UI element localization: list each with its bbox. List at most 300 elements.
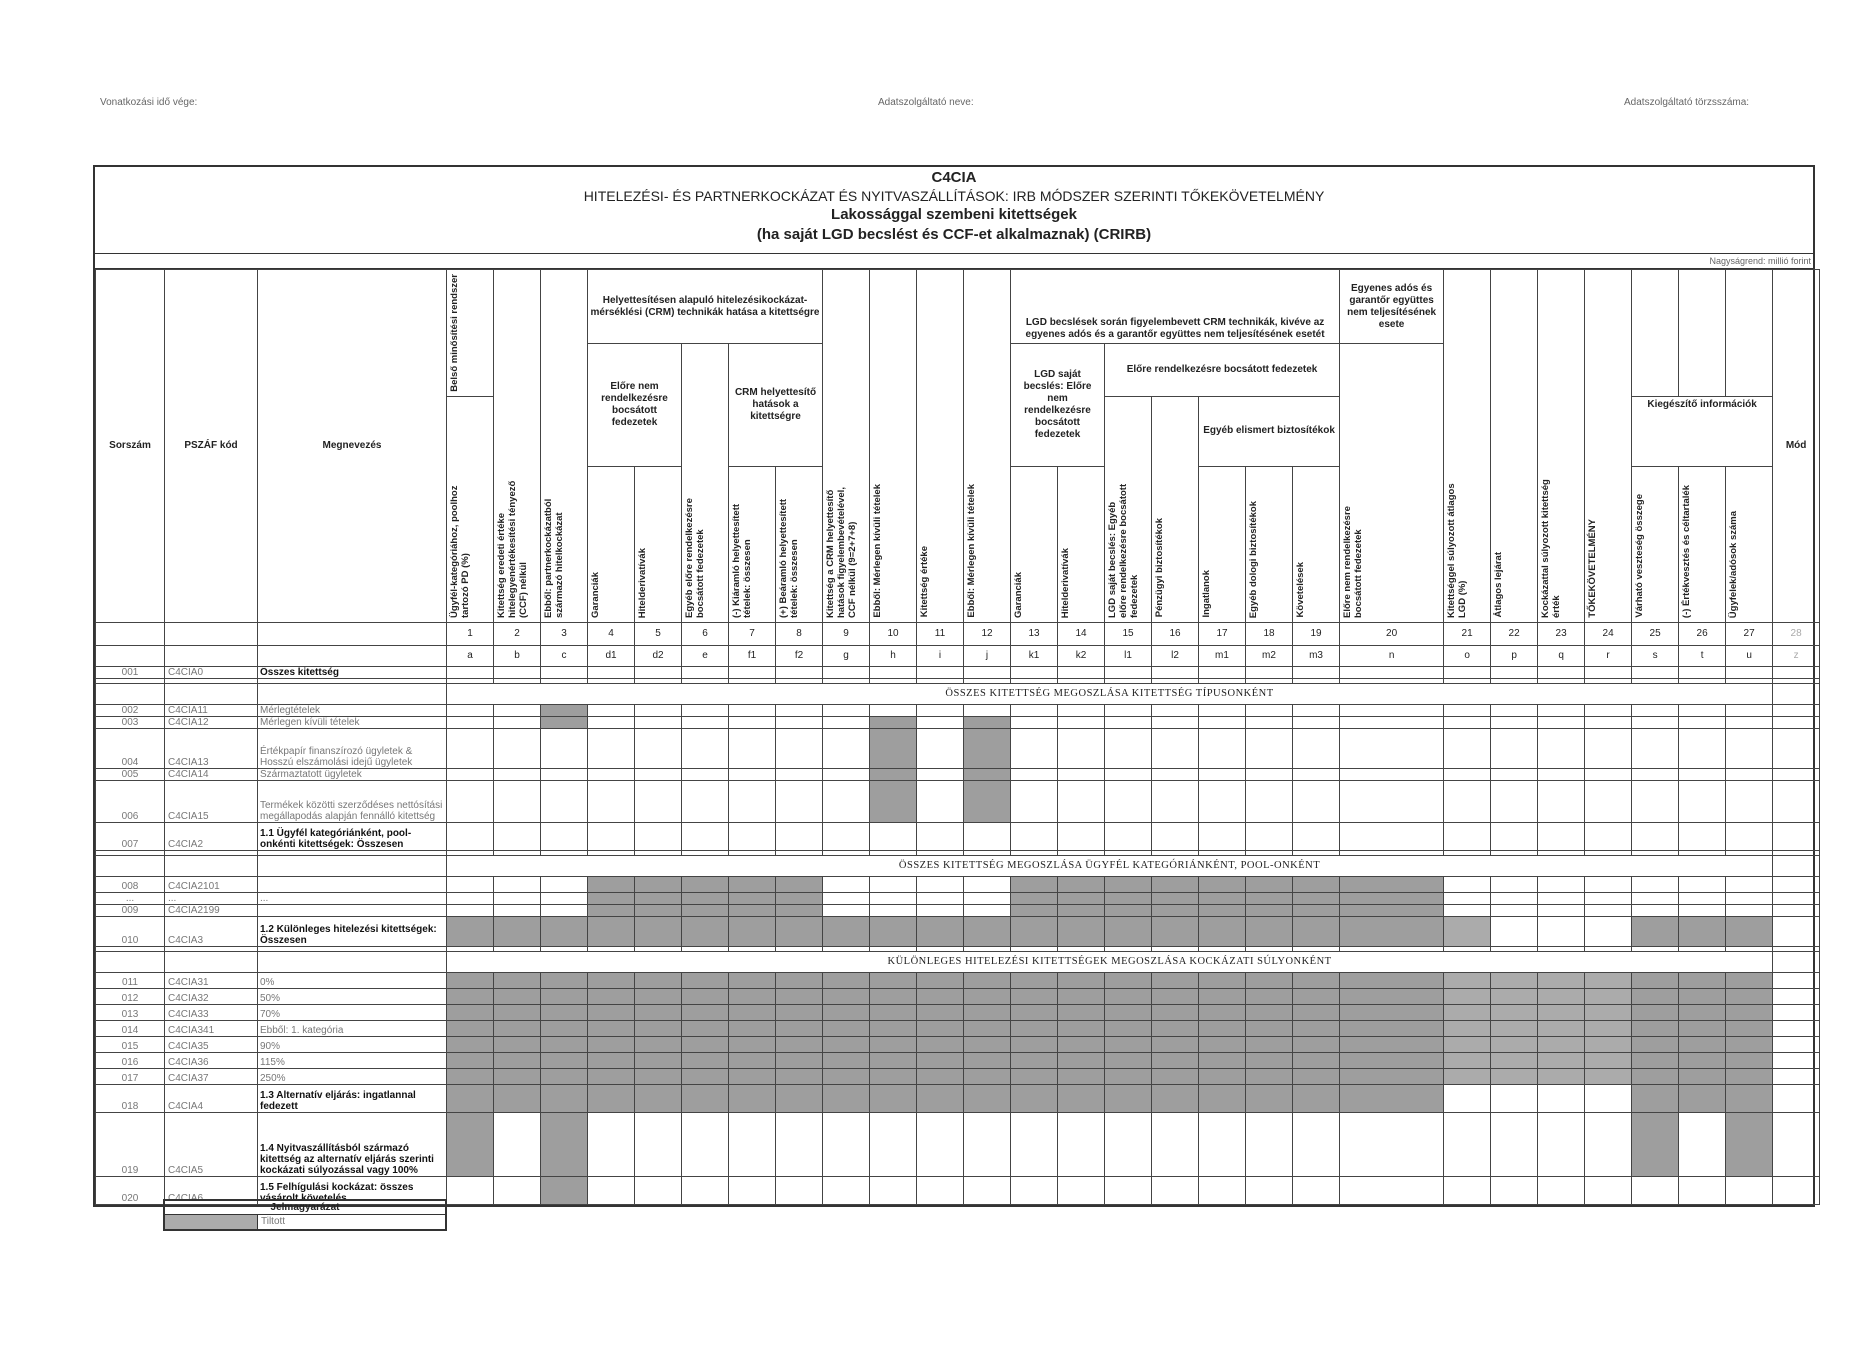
data-cell[interactable] bbox=[823, 728, 870, 768]
data-cell[interactable] bbox=[1058, 666, 1105, 678]
data-cell[interactable] bbox=[917, 768, 964, 780]
data-cell[interactable] bbox=[1773, 768, 1820, 780]
data-cell[interactable] bbox=[776, 822, 823, 850]
data-cell[interactable] bbox=[541, 666, 588, 678]
data-cell[interactable] bbox=[1491, 768, 1538, 780]
data-cell[interactable] bbox=[1199, 728, 1246, 768]
data-cell[interactable] bbox=[1538, 728, 1585, 768]
data-cell[interactable] bbox=[1773, 1084, 1820, 1112]
data-cell[interactable] bbox=[447, 1176, 494, 1204]
data-cell[interactable] bbox=[776, 728, 823, 768]
data-cell[interactable] bbox=[1585, 916, 1632, 946]
data-cell[interactable] bbox=[494, 704, 541, 716]
data-cell[interactable] bbox=[494, 728, 541, 768]
data-cell[interactable] bbox=[1011, 728, 1058, 768]
data-cell[interactable] bbox=[1679, 1176, 1726, 1204]
data-cell[interactable] bbox=[1444, 1084, 1491, 1112]
data-cell[interactable] bbox=[682, 716, 729, 728]
data-cell[interactable] bbox=[1058, 704, 1105, 716]
data-cell[interactable] bbox=[1538, 876, 1585, 892]
data-cell[interactable] bbox=[1632, 892, 1679, 904]
data-cell[interactable] bbox=[964, 892, 1011, 904]
data-cell[interactable] bbox=[1199, 716, 1246, 728]
data-cell[interactable] bbox=[917, 1112, 964, 1176]
data-cell[interactable] bbox=[1679, 780, 1726, 822]
data-cell[interactable] bbox=[1773, 728, 1820, 768]
data-cell[interactable] bbox=[1293, 666, 1340, 678]
data-cell[interactable] bbox=[964, 904, 1011, 916]
data-cell[interactable] bbox=[964, 666, 1011, 678]
data-cell[interactable] bbox=[1773, 916, 1820, 946]
data-cell[interactable] bbox=[1491, 780, 1538, 822]
data-cell[interactable] bbox=[1011, 1112, 1058, 1176]
data-cell[interactable] bbox=[1585, 1112, 1632, 1176]
data-cell[interactable] bbox=[1491, 892, 1538, 904]
data-cell[interactable] bbox=[823, 666, 870, 678]
data-cell[interactable] bbox=[588, 768, 635, 780]
data-cell[interactable] bbox=[1199, 780, 1246, 822]
data-cell[interactable] bbox=[1679, 904, 1726, 916]
data-cell[interactable] bbox=[1293, 768, 1340, 780]
data-cell[interactable] bbox=[1340, 780, 1444, 822]
data-cell[interactable] bbox=[1011, 666, 1058, 678]
data-cell[interactable] bbox=[1293, 822, 1340, 850]
data-cell[interactable] bbox=[1058, 728, 1105, 768]
data-cell[interactable] bbox=[1058, 716, 1105, 728]
data-cell[interactable] bbox=[635, 1112, 682, 1176]
data-cell[interactable] bbox=[729, 1176, 776, 1204]
data-cell[interactable] bbox=[917, 780, 964, 822]
data-cell[interactable] bbox=[541, 892, 588, 904]
data-cell[interactable] bbox=[729, 780, 776, 822]
data-cell[interactable] bbox=[776, 768, 823, 780]
data-cell[interactable] bbox=[1773, 822, 1820, 850]
data-cell[interactable] bbox=[1773, 876, 1820, 892]
data-cell[interactable] bbox=[1199, 704, 1246, 716]
data-cell[interactable] bbox=[1632, 728, 1679, 768]
data-cell[interactable] bbox=[1491, 666, 1538, 678]
data-cell[interactable] bbox=[447, 892, 494, 904]
data-cell[interactable] bbox=[1538, 916, 1585, 946]
data-cell[interactable] bbox=[917, 716, 964, 728]
data-cell[interactable] bbox=[1444, 892, 1491, 904]
data-cell[interactable] bbox=[1773, 704, 1820, 716]
data-cell[interactable] bbox=[729, 704, 776, 716]
data-cell[interactable] bbox=[1632, 716, 1679, 728]
data-cell[interactable] bbox=[1340, 716, 1444, 728]
data-cell[interactable] bbox=[447, 716, 494, 728]
data-cell[interactable] bbox=[1538, 904, 1585, 916]
data-cell[interactable] bbox=[1246, 716, 1293, 728]
data-cell[interactable] bbox=[1246, 1112, 1293, 1176]
data-cell[interactable] bbox=[1340, 822, 1444, 850]
data-cell[interactable] bbox=[1632, 876, 1679, 892]
data-cell[interactable] bbox=[1538, 1176, 1585, 1204]
data-cell[interactable] bbox=[1246, 822, 1293, 850]
data-cell[interactable] bbox=[1105, 666, 1152, 678]
data-cell[interactable] bbox=[1444, 1112, 1491, 1176]
data-cell[interactable] bbox=[1105, 822, 1152, 850]
data-cell[interactable] bbox=[1773, 1176, 1820, 1204]
data-cell[interactable] bbox=[1538, 892, 1585, 904]
data-cell[interactable] bbox=[1444, 768, 1491, 780]
data-cell[interactable] bbox=[1773, 892, 1820, 904]
data-cell[interactable] bbox=[823, 822, 870, 850]
data-cell[interactable] bbox=[776, 1112, 823, 1176]
data-cell[interactable] bbox=[447, 768, 494, 780]
data-cell[interactable] bbox=[1632, 666, 1679, 678]
data-cell[interactable] bbox=[917, 704, 964, 716]
data-cell[interactable] bbox=[1246, 728, 1293, 768]
data-cell[interactable] bbox=[1632, 822, 1679, 850]
data-cell[interactable] bbox=[1011, 780, 1058, 822]
data-cell[interactable] bbox=[1726, 1176, 1773, 1204]
data-cell[interactable] bbox=[447, 822, 494, 850]
data-cell[interactable] bbox=[729, 666, 776, 678]
data-cell[interactable] bbox=[823, 780, 870, 822]
data-cell[interactable] bbox=[494, 768, 541, 780]
data-cell[interactable] bbox=[1679, 1112, 1726, 1176]
data-cell[interactable] bbox=[1105, 1176, 1152, 1204]
data-cell[interactable] bbox=[494, 876, 541, 892]
data-cell[interactable] bbox=[1011, 768, 1058, 780]
data-cell[interactable] bbox=[1773, 1112, 1820, 1176]
data-cell[interactable] bbox=[823, 768, 870, 780]
data-cell[interactable] bbox=[1444, 716, 1491, 728]
data-cell[interactable] bbox=[776, 716, 823, 728]
data-cell[interactable] bbox=[1679, 876, 1726, 892]
data-cell[interactable] bbox=[1340, 768, 1444, 780]
data-cell[interactable] bbox=[1538, 822, 1585, 850]
data-cell[interactable] bbox=[776, 666, 823, 678]
data-cell[interactable] bbox=[1491, 822, 1538, 850]
data-cell[interactable] bbox=[1444, 780, 1491, 822]
data-cell[interactable] bbox=[1293, 716, 1340, 728]
data-cell[interactable] bbox=[1773, 988, 1820, 1004]
data-cell[interactable] bbox=[1152, 716, 1199, 728]
data-cell[interactable] bbox=[1105, 1112, 1152, 1176]
data-cell[interactable] bbox=[823, 876, 870, 892]
data-cell[interactable] bbox=[729, 716, 776, 728]
data-cell[interactable] bbox=[1152, 728, 1199, 768]
data-cell[interactable] bbox=[1152, 1176, 1199, 1204]
data-cell[interactable] bbox=[1726, 666, 1773, 678]
data-cell[interactable] bbox=[635, 822, 682, 850]
data-cell[interactable] bbox=[1444, 1176, 1491, 1204]
data-cell[interactable] bbox=[1679, 728, 1726, 768]
data-cell[interactable] bbox=[1340, 728, 1444, 768]
data-cell[interactable] bbox=[964, 1112, 1011, 1176]
data-cell[interactable] bbox=[494, 1112, 541, 1176]
data-cell[interactable] bbox=[1585, 892, 1632, 904]
data-cell[interactable] bbox=[1058, 1112, 1105, 1176]
data-cell[interactable] bbox=[588, 666, 635, 678]
data-cell[interactable] bbox=[1444, 666, 1491, 678]
data-cell[interactable] bbox=[1679, 822, 1726, 850]
data-cell[interactable] bbox=[1491, 1112, 1538, 1176]
data-cell[interactable] bbox=[494, 666, 541, 678]
data-cell[interactable] bbox=[776, 1176, 823, 1204]
data-cell[interactable] bbox=[541, 876, 588, 892]
data-cell[interactable] bbox=[1726, 904, 1773, 916]
data-cell[interactable] bbox=[1152, 666, 1199, 678]
data-cell[interactable] bbox=[635, 780, 682, 822]
data-cell[interactable] bbox=[1632, 780, 1679, 822]
data-cell[interactable] bbox=[1679, 716, 1726, 728]
data-cell[interactable] bbox=[682, 1112, 729, 1176]
data-cell[interactable] bbox=[541, 768, 588, 780]
data-cell[interactable] bbox=[1632, 1176, 1679, 1204]
data-cell[interactable] bbox=[1726, 716, 1773, 728]
data-cell[interactable] bbox=[588, 1176, 635, 1204]
data-cell[interactable] bbox=[870, 822, 917, 850]
data-cell[interactable] bbox=[588, 822, 635, 850]
data-cell[interactable] bbox=[917, 892, 964, 904]
data-cell[interactable] bbox=[729, 768, 776, 780]
data-cell[interactable] bbox=[1726, 768, 1773, 780]
data-cell[interactable] bbox=[1491, 1176, 1538, 1204]
data-cell[interactable] bbox=[1726, 728, 1773, 768]
data-cell[interactable] bbox=[1773, 1052, 1820, 1068]
data-cell[interactable] bbox=[1726, 704, 1773, 716]
data-cell[interactable] bbox=[823, 904, 870, 916]
data-cell[interactable] bbox=[870, 666, 917, 678]
data-cell[interactable] bbox=[729, 1112, 776, 1176]
data-cell[interactable] bbox=[1246, 768, 1293, 780]
data-cell[interactable] bbox=[917, 822, 964, 850]
data-cell[interactable] bbox=[964, 704, 1011, 716]
forbidden-cell bbox=[1632, 1020, 1679, 1036]
data-cell[interactable] bbox=[870, 876, 917, 892]
data-cell[interactable] bbox=[494, 822, 541, 850]
data-cell[interactable] bbox=[1585, 876, 1632, 892]
data-cell[interactable] bbox=[870, 904, 917, 916]
data-cell[interactable] bbox=[917, 728, 964, 768]
data-cell[interactable] bbox=[823, 716, 870, 728]
data-cell[interactable] bbox=[1632, 904, 1679, 916]
data-cell[interactable] bbox=[823, 892, 870, 904]
data-cell[interactable] bbox=[1199, 1112, 1246, 1176]
data-cell[interactable] bbox=[1773, 1020, 1820, 1036]
data-cell[interactable] bbox=[1293, 780, 1340, 822]
data-cell[interactable] bbox=[1585, 666, 1632, 678]
data-cell[interactable] bbox=[1773, 972, 1820, 988]
data-cell[interactable] bbox=[1773, 1036, 1820, 1052]
data-cell[interactable] bbox=[541, 780, 588, 822]
data-cell[interactable] bbox=[1444, 822, 1491, 850]
data-cell[interactable] bbox=[447, 904, 494, 916]
data-cell[interactable] bbox=[1152, 822, 1199, 850]
data-cell[interactable] bbox=[1491, 876, 1538, 892]
data-cell[interactable] bbox=[635, 728, 682, 768]
data-cell[interactable] bbox=[1538, 1084, 1585, 1112]
data-cell[interactable] bbox=[447, 704, 494, 716]
data-cell[interactable] bbox=[1585, 768, 1632, 780]
data-cell[interactable] bbox=[588, 704, 635, 716]
data-cell[interactable] bbox=[1679, 704, 1726, 716]
data-cell[interactable] bbox=[635, 716, 682, 728]
data-cell[interactable] bbox=[494, 716, 541, 728]
data-cell[interactable] bbox=[1340, 1176, 1444, 1204]
data-cell[interactable] bbox=[1491, 716, 1538, 728]
data-cell[interactable] bbox=[588, 1112, 635, 1176]
data-cell[interactable] bbox=[823, 1112, 870, 1176]
data-cell[interactable] bbox=[964, 1176, 1011, 1204]
data-cell[interactable] bbox=[682, 728, 729, 768]
data-cell[interactable] bbox=[1105, 768, 1152, 780]
data-cell[interactable] bbox=[1199, 666, 1246, 678]
data-cell[interactable] bbox=[1491, 916, 1538, 946]
data-cell[interactable] bbox=[1491, 704, 1538, 716]
data-cell[interactable] bbox=[1444, 904, 1491, 916]
data-cell[interactable] bbox=[1538, 768, 1585, 780]
data-cell[interactable] bbox=[1293, 1176, 1340, 1204]
data-cell[interactable] bbox=[494, 904, 541, 916]
data-cell[interactable] bbox=[541, 822, 588, 850]
data-cell[interactable] bbox=[870, 1176, 917, 1204]
data-cell[interactable] bbox=[1773, 780, 1820, 822]
data-cell[interactable] bbox=[588, 728, 635, 768]
data-cell[interactable] bbox=[588, 716, 635, 728]
data-cell[interactable] bbox=[635, 666, 682, 678]
data-cell[interactable] bbox=[1773, 716, 1820, 728]
data-cell[interactable] bbox=[1585, 704, 1632, 716]
data-cell[interactable] bbox=[870, 1112, 917, 1176]
data-cell[interactable] bbox=[682, 704, 729, 716]
data-cell[interactable] bbox=[1105, 728, 1152, 768]
data-cell[interactable] bbox=[1293, 704, 1340, 716]
data-cell[interactable] bbox=[1152, 780, 1199, 822]
data-cell[interactable] bbox=[917, 876, 964, 892]
data-cell[interactable] bbox=[1105, 704, 1152, 716]
data-cell[interactable] bbox=[635, 768, 682, 780]
data-cell[interactable] bbox=[1632, 768, 1679, 780]
data-cell[interactable] bbox=[1444, 704, 1491, 716]
data-cell[interactable] bbox=[1585, 716, 1632, 728]
data-cell[interactable] bbox=[1726, 822, 1773, 850]
data-cell[interactable] bbox=[776, 780, 823, 822]
data-cell[interactable] bbox=[1726, 876, 1773, 892]
data-cell[interactable] bbox=[494, 780, 541, 822]
data-cell[interactable] bbox=[1293, 1112, 1340, 1176]
data-cell[interactable] bbox=[541, 728, 588, 768]
data-cell[interactable] bbox=[1293, 728, 1340, 768]
data-cell[interactable] bbox=[1585, 1084, 1632, 1112]
data-cell[interactable] bbox=[729, 728, 776, 768]
data-cell[interactable] bbox=[1585, 904, 1632, 916]
data-cell[interactable] bbox=[1585, 1176, 1632, 1204]
data-cell[interactable] bbox=[1585, 728, 1632, 768]
data-cell[interactable] bbox=[447, 780, 494, 822]
data-cell[interactable] bbox=[494, 892, 541, 904]
data-cell[interactable] bbox=[729, 822, 776, 850]
forbidden-cell bbox=[541, 972, 588, 988]
data-cell[interactable] bbox=[1538, 1112, 1585, 1176]
data-cell[interactable] bbox=[917, 1176, 964, 1204]
data-cell[interactable] bbox=[1058, 780, 1105, 822]
data-cell[interactable] bbox=[917, 666, 964, 678]
data-cell[interactable] bbox=[1340, 666, 1444, 678]
data-cell[interactable] bbox=[635, 1176, 682, 1204]
data-cell[interactable] bbox=[1491, 1084, 1538, 1112]
data-cell[interactable] bbox=[682, 768, 729, 780]
data-cell[interactable] bbox=[1199, 768, 1246, 780]
data-cell[interactable] bbox=[1773, 1068, 1820, 1084]
data-cell[interactable] bbox=[1058, 1176, 1105, 1204]
data-cell[interactable] bbox=[1444, 728, 1491, 768]
data-cell[interactable] bbox=[1632, 704, 1679, 716]
data-cell[interactable] bbox=[1199, 822, 1246, 850]
data-cell[interactable] bbox=[494, 1176, 541, 1204]
data-cell[interactable] bbox=[1152, 768, 1199, 780]
data-cell[interactable] bbox=[1152, 704, 1199, 716]
data-cell[interactable] bbox=[1058, 768, 1105, 780]
data-cell[interactable] bbox=[1058, 822, 1105, 850]
data-cell[interactable] bbox=[1773, 904, 1820, 916]
data-cell[interactable] bbox=[964, 822, 1011, 850]
data-cell[interactable] bbox=[1246, 666, 1293, 678]
data-cell[interactable] bbox=[1011, 1176, 1058, 1204]
data-cell[interactable] bbox=[1773, 1004, 1820, 1020]
data-cell[interactable] bbox=[447, 876, 494, 892]
data-cell[interactable] bbox=[1679, 768, 1726, 780]
data-cell[interactable] bbox=[1246, 780, 1293, 822]
data-cell[interactable] bbox=[1679, 892, 1726, 904]
data-cell[interactable] bbox=[447, 666, 494, 678]
data-cell[interactable] bbox=[1726, 780, 1773, 822]
data-cell[interactable] bbox=[1152, 1112, 1199, 1176]
data-cell[interactable] bbox=[964, 876, 1011, 892]
data-cell[interactable] bbox=[1538, 704, 1585, 716]
data-cell[interactable] bbox=[870, 892, 917, 904]
data-cell[interactable] bbox=[1340, 704, 1444, 716]
data-cell[interactable] bbox=[682, 780, 729, 822]
data-cell[interactable] bbox=[541, 904, 588, 916]
data-cell[interactable] bbox=[1538, 666, 1585, 678]
data-cell[interactable] bbox=[1538, 780, 1585, 822]
data-cell[interactable] bbox=[635, 704, 682, 716]
data-cell[interactable] bbox=[682, 666, 729, 678]
data-cell[interactable] bbox=[682, 822, 729, 850]
data-cell[interactable] bbox=[823, 1176, 870, 1204]
data-cell[interactable] bbox=[823, 704, 870, 716]
data-cell[interactable] bbox=[1199, 1176, 1246, 1204]
data-cell[interactable] bbox=[1105, 716, 1152, 728]
data-cell[interactable] bbox=[917, 904, 964, 916]
data-cell[interactable] bbox=[1538, 716, 1585, 728]
data-cell[interactable] bbox=[1491, 904, 1538, 916]
data-cell[interactable] bbox=[1491, 728, 1538, 768]
data-cell[interactable] bbox=[1011, 716, 1058, 728]
data-cell[interactable] bbox=[1444, 876, 1491, 892]
data-cell[interactable] bbox=[1105, 780, 1152, 822]
data-cell[interactable] bbox=[682, 1176, 729, 1204]
data-cell[interactable] bbox=[1011, 822, 1058, 850]
data-cell[interactable] bbox=[1246, 1176, 1293, 1204]
data-cell[interactable] bbox=[776, 704, 823, 716]
data-cell[interactable] bbox=[1011, 704, 1058, 716]
data-cell[interactable] bbox=[1679, 666, 1726, 678]
data-cell[interactable] bbox=[447, 728, 494, 768]
data-cell[interactable] bbox=[1340, 1112, 1444, 1176]
data-cell[interactable] bbox=[1773, 666, 1820, 678]
data-cell[interactable] bbox=[1246, 704, 1293, 716]
data-cell[interactable] bbox=[1585, 780, 1632, 822]
data-cell[interactable] bbox=[588, 780, 635, 822]
data-cell[interactable] bbox=[1585, 822, 1632, 850]
data-cell[interactable] bbox=[1726, 892, 1773, 904]
data-cell[interactable] bbox=[870, 704, 917, 716]
